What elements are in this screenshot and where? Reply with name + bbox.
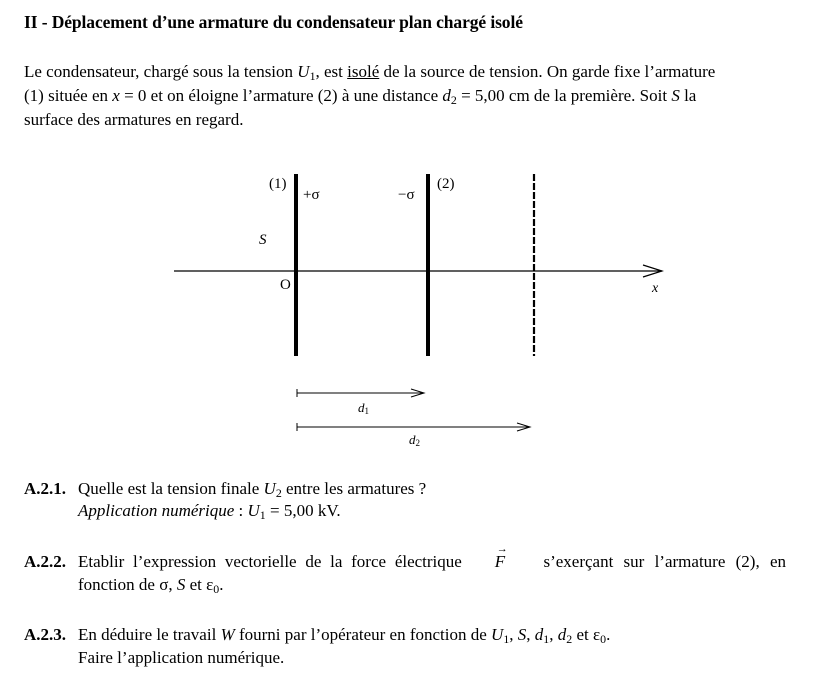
plate-1-label: (1) [269,176,287,192]
question-text-continued: Faire l’application numérique. [78,648,285,667]
force-vector: → F [494,543,508,571]
question-text: En déduire le travail W fourni par l’opérateur en fonction de $U_1$, S, $d_1$, $d_2$ et $\varepsilon_0$. [78,625,611,646]
d1-label: d1 [358,400,369,416]
question-number: A.2.1. [24,479,67,498]
surface-label: S [259,232,267,248]
section-title: II - Déplacement d’une armature du condensateur plan chargé isolé [24,12,523,32]
plate-2-label: (2) [437,176,455,192]
question-number: A.2.3. [24,625,67,644]
question-numeric-application: Application numérique : $U_1 = 5,00$ kV. [78,501,341,522]
intro-line-1: Le condensateur, chargé sous la tension $U_1$, est isolé de la source de tension. On garde fixe l’armature [24,62,716,83]
question-text-continued: fonction de σ, S et $\varepsilon_0$. [78,575,224,596]
question-number: A.2.2. [24,552,67,571]
d2-label: d2 [409,432,420,448]
intro-line-3: surface des armatures en regard. [24,110,244,129]
question-text: Etablir l’expression vectorielle de la force électrique → F s’exerçant sur l’armature (2), en [78,543,786,571]
isole-underlined: isolé [347,62,380,81]
axis-label: x [652,281,659,296]
plate-1-charge: +σ [303,187,320,203]
intro-line-2: (1) située en x = 0 et on éloigne l’armature (2) à une distance $d_2 = 5,00$ cm de la première. Soit S la [24,86,697,107]
vector-arrow-icon: → [496,543,508,555]
plate-2-charge: −σ [398,187,415,203]
question-text: Quelle est la tension finale $U_2$ entre les armatures ? [78,479,427,500]
origin-label: O [280,277,291,293]
